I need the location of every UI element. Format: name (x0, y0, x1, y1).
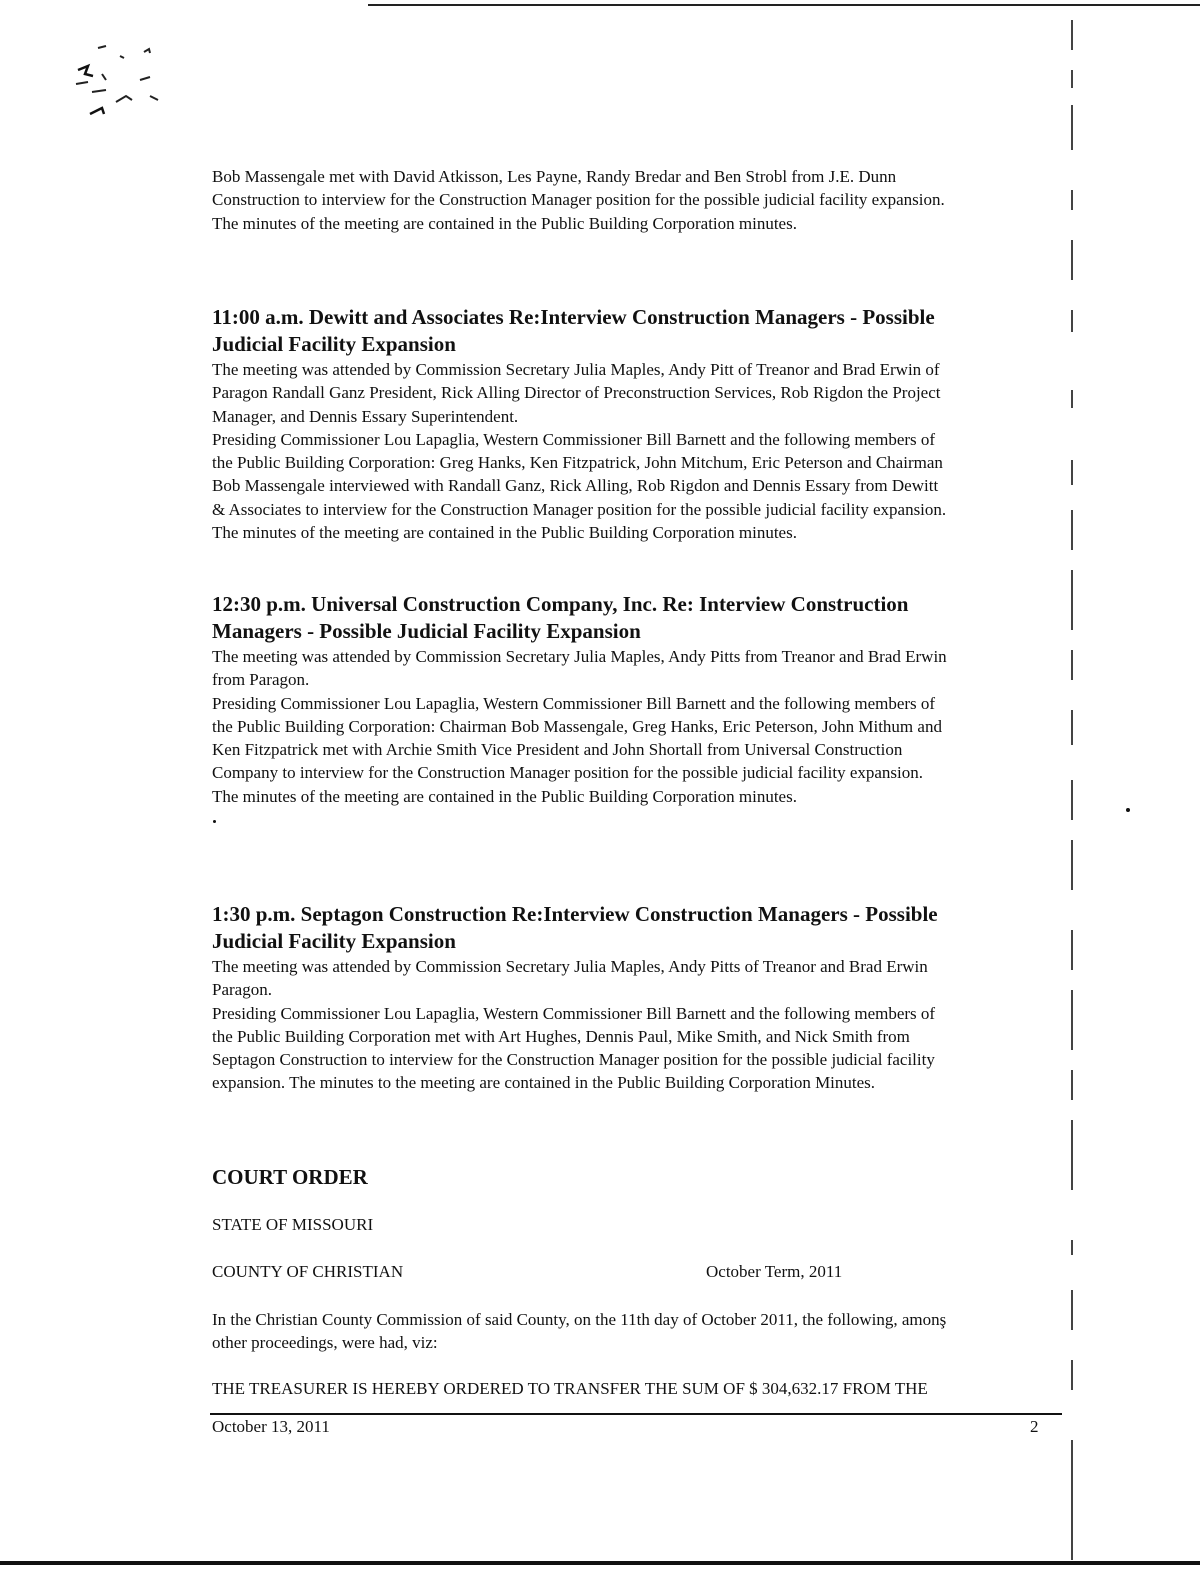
treasurer-order-text: THE TREASURER IS HEREBY ORDERED TO TRANSFER THE SUM OF $ 304,632.17 FROM THE (212, 1379, 928, 1398)
text-line: The meeting was attended by Commission Secretary Julia Maples, Andy Pitts from Treanor and Brad Erwin (212, 647, 947, 666)
scan-speck (1126, 808, 1130, 812)
text-line: the Public Building Corporation met with Art Hughes, Dennis Paul, Mike Smith, and Nick Smith from (212, 1026, 910, 1046)
scan-top-rule (368, 4, 1200, 6)
text-line: other proceedings, were had, viz: (212, 1333, 438, 1353)
heading-line: Managers - Possible Judicial Facility Expansion (212, 619, 641, 643)
text-line: The minutes of the meeting are contained in the Public Building Corporation minutes. (212, 786, 797, 806)
heading-septagon-interview (212, 901, 1072, 955)
term-line: October Term, 2011 (706, 1262, 843, 1281)
text-line: Septagon Construction to interview for the Construction Manager position for the possible judicial facility (212, 1050, 935, 1070)
text-line: expansion. The minutes to the meeting are contained in the Public Building Corporation Minutes. (212, 1073, 876, 1093)
text-line: from Paragon. (212, 670, 310, 690)
text-line: The meeting was attended by Commission Secretary Julia Maples, Andy Pitts of Treanor and Brad Erwin (212, 957, 928, 976)
county-line: COUNTY OF CHRISTIAN (212, 1262, 404, 1281)
heading-line: 12:30 p.m. Universal Construction Company, Inc. Re: Interview Construction (212, 592, 909, 616)
text-line: Ken Fitzpatrick met with Archie Smith Vice President and John Shortall from Universal Construction (212, 740, 903, 760)
text-line: In the Christian County Commission of said County, on the 11th day of October 2011, the following, amonş (212, 1310, 947, 1329)
scan-smudge-marks (70, 40, 180, 130)
paragraph-dunn-interview (212, 165, 1072, 235)
heading-universal-interview (212, 591, 1072, 645)
paragraph-universal-interview (212, 645, 1072, 808)
scan-bottom-rule (0, 1561, 1200, 1565)
text-line: & Associates to interview for the Construction Manager position for the possible judicial facility expansion. (212, 499, 947, 519)
heading-line: Judicial Facility Expansion (212, 929, 456, 953)
text-line: Bob Massengale interviewed with Randall Ganz, Rick Alling, Rob Rigdon and Dennis Essary from Dewitt (212, 476, 939, 496)
heading-dewitt-interview (212, 304, 1072, 358)
heading-line: 11:00 a.m. Dewitt and Associates Re:Interview Construction Managers - Possible (212, 305, 935, 329)
heading-line: 1:30 p.m. Septagon Construction Re:Interview Construction Managers - Possible (212, 902, 938, 926)
footer-date: October 13, 2011 (212, 1417, 330, 1436)
text-line: the Public Building Corporation: Greg Hanks, Ken Fitzpatrick, John Mitchum, Eric Peterson and Chairman (212, 453, 943, 473)
footer-rule (210, 1413, 1062, 1415)
text-line: The minutes of the meeting are contained in the Public Building Corporation minutes. (212, 213, 797, 233)
text-line: Paragon. (212, 980, 272, 1000)
text-line: Presiding Commissioner Lou Lapaglia, Western Commissioner Bill Barnett and the following members of (212, 429, 936, 449)
text-line: Presiding Commissioner Lou Lapaglia, Western Commissioner Bill Barnett and the following members of (212, 1003, 936, 1023)
text-line: Paragon Randall Ganz President, Rick Alling Director of Preconstruction Services, Rob Rigdon the Project (212, 383, 941, 403)
text-line: Bob Massengale met with David Atkisson, Les Payne, Randy Bredar and Ben Strobl from J.E. Dunn (212, 167, 897, 186)
text-line: The meeting was attended by Commission Secretary Julia Maples, Andy Pitt of Treanor and Brad Erwin of (212, 360, 940, 379)
text-line: Presiding Commissioner Lou Lapaglia, Western Commissioner Bill Barnett and the following members of (212, 693, 936, 713)
text-line: Manager, and Dennis Essary Superintendent. (212, 406, 519, 426)
text-line: The minutes of the meeting are contained in the Public Building Corporation minutes. (212, 523, 797, 543)
paragraph-septagon-interview (212, 955, 1072, 1095)
state-line: STATE OF MISSOURI (212, 1215, 374, 1234)
heading-line: Judicial Facility Expansion (212, 332, 456, 356)
text-line: Construction to interview for the Construction Manager position for the possible judicial facility expansion. (212, 190, 945, 210)
court-order-heading: COURT ORDER (212, 1165, 368, 1189)
paragraph-dewitt-interview (212, 358, 1072, 544)
footer-page-number: 2 (1030, 1417, 1039, 1436)
scan-speck (213, 820, 216, 823)
text-line: Company to interview for the Construction Manager position for the possible judicial facility expansion. (212, 763, 924, 783)
proceedings-paragraph (212, 1308, 1072, 1355)
text-line: the Public Building Corporation: Chairman Bob Massengale, Greg Hanks, Eric Peterson, John Mithum and (212, 716, 942, 736)
